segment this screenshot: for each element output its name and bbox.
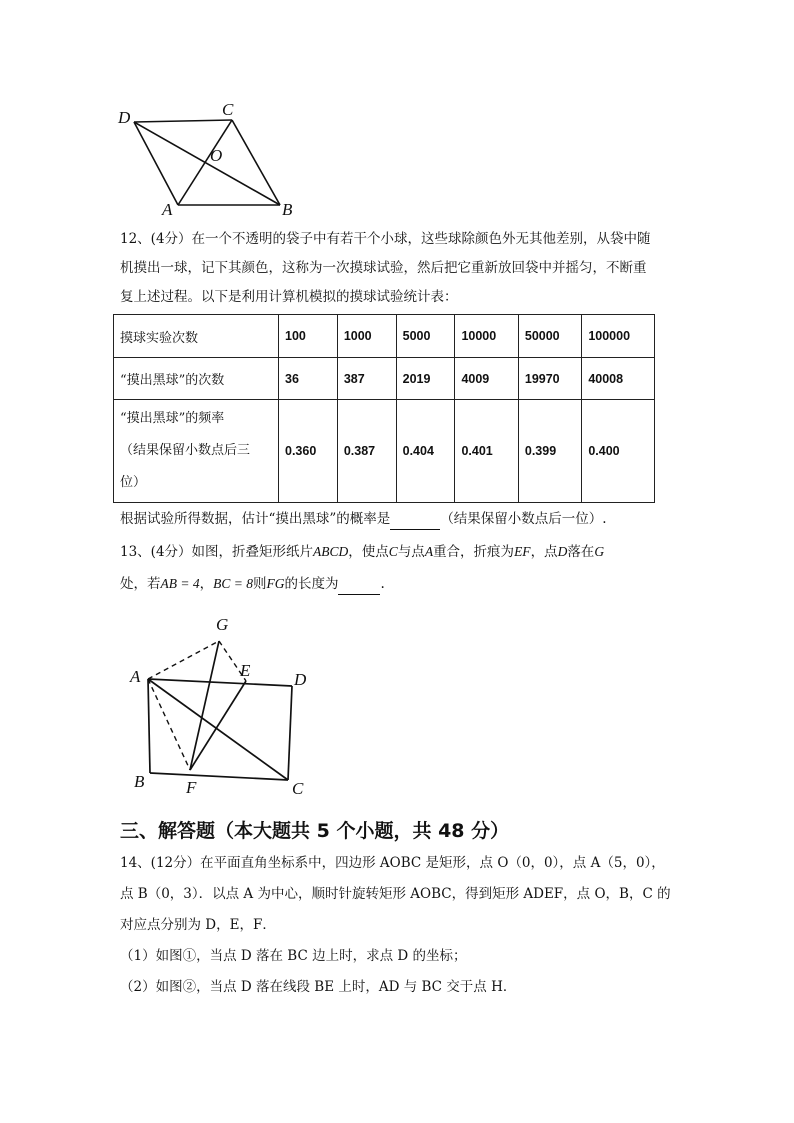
table-cell: 100000 [582,315,655,358]
q14-line1: 14、(12分）在平面直角坐标系中，四边形 AOBC 是矩形，点 O（0，0），点 A（5，0）， [120,855,665,871]
row-header: 摸球实验次数 [114,315,279,358]
folded-rectangle-figure [120,610,330,800]
table-cell: 0.404 [396,400,455,503]
label-o: O [210,146,223,165]
label-g: G [216,615,229,634]
table-cell: 0.360 [279,400,338,503]
q12-answer-line: 根据试验所得数据，估计“摸出黑球”的概率是 （结果保留小数点后一位）. [120,509,607,530]
table-row [114,315,655,358]
table-cell: 40008 [582,358,655,400]
table-cell: 100 [279,315,338,358]
q14-sub2: （2）如图②，当点 D 落在线段 BE 上时，AD 与 BC 交于点 H． [120,979,517,995]
table-cell: 1000 [337,315,396,358]
q12-line3: 复上述过程。以下是利用计算机模拟的摸球试验统计表： [120,289,458,305]
q12-line1: 12、(4分）在一个不透明的袋子中有若干个小球，这些球除颜色外无其他差别，从袋中随 [120,231,651,247]
label-a: A [162,200,173,219]
answer-blank [390,509,440,530]
label-a: A [130,667,141,686]
label-d: D [294,670,307,689]
label-e: E [240,661,251,680]
rhombus-figure [110,95,310,220]
label-c: C [292,779,304,798]
q14-sub1: （1）如图①，当点 D 落在 BC 边上时，求点 D 的坐标； [120,948,467,964]
table-cell: 0.399 [518,400,581,503]
label-b: B [134,772,145,791]
answer-blank [338,574,380,595]
table-cell: 387 [337,358,396,400]
label-c: C [222,100,234,119]
table-cell: 50000 [518,315,581,358]
table-row [114,358,655,400]
q14-line3: 对应点分别为 D，E，F． [120,917,276,933]
table-cell: 19970 [518,358,581,400]
label-d: D [118,108,131,127]
row-header: “摸出黑球”的次数 [114,358,279,400]
q13-line1: 13、(4分）如图，折叠矩形纸片ABCD，使点C与点A重合，折痕为EF，点D落在G [120,544,605,560]
label-f: F [186,778,197,797]
q12-line2: 机摸出一球，记下其颜色，这称为一次摸球试验，然后把它重新放回袋中并摇匀，不断重 [120,260,647,276]
table-cell: 5000 [396,315,455,358]
table-cell: 4009 [455,358,518,400]
table-cell: 0.400 [582,400,655,503]
section-heading: 三、解答题（本大题共 5 个小题，共 48 分） [120,820,510,842]
row-header: “摸出黑球”的频率 （结果保留小数点后三 位） [114,400,279,503]
table-cell: 2019 [396,358,455,400]
q14-line2: 点 B（0，3）．以点 A 为中心，顺时针旋转矩形 AOBC，得到矩形 ADEF，点 O，B，C 的 [120,886,671,902]
q13-line2: 处，若AB = 4，BC = 8则FG的长度为 . [120,574,385,595]
trial-stats-table [113,314,655,503]
table-cell: 0.387 [337,400,396,503]
table-cell: 0.401 [455,400,518,503]
label-b: B [282,200,293,219]
table-cell: 36 [279,358,338,400]
table-row [114,400,655,503]
table-cell: 10000 [455,315,518,358]
